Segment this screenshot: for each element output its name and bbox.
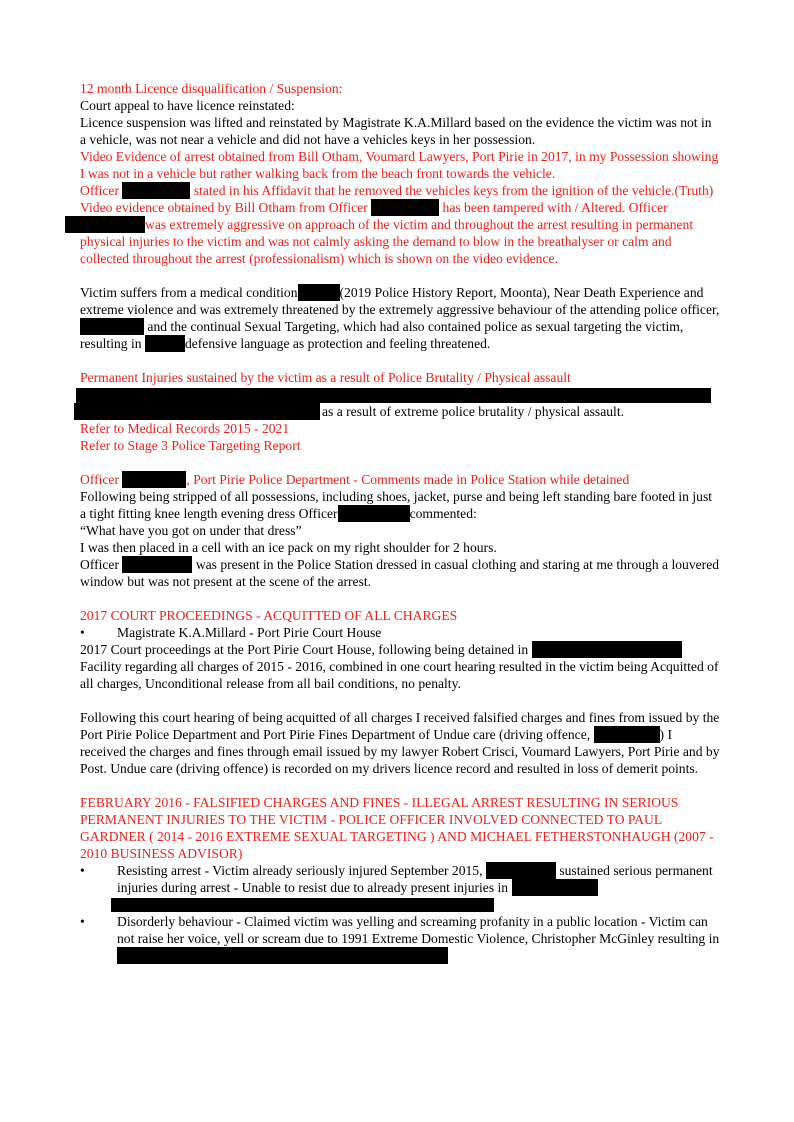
stripped-possessions-paragraph: Following being stripped of all possessions, including shoes, jacket, purse and being left standing bare footed in just a tight fitting knee length evening dress Officer commented: [80,489,713,521]
bullet-glyph: • [80,863,85,878]
licence-heading: 12 month Licence disqualification / Suspension: [80,81,343,96]
magistrate-bullet: • Magistrate K.A.Millard - Port Pirie Court House [80,625,382,640]
redaction-box [486,862,556,879]
redaction-box [532,641,682,658]
officer-comments-heading: Officer , Port Pirie Police Department - Comments made in Police Station while detained [80,472,630,487]
medical-records-reference: Refer to Medical Records 2015 - 2021 [80,421,290,436]
redaction-box [122,556,192,573]
video-evidence-paragraph: Video Evidence of arrest obtained from Bill Otham, Voumard Lawyers, Port Pirie in 2017, in my Possession showing I was not in a vehicle but rather walking back from the beach front towards the vehicle. [80,149,719,181]
disorderly-behaviour-bullet: • Disorderly behaviour - Claimed victim was yelling and screaming profanity in a public location - Victim can not raise her voice, yell or scream due to 1991 Extreme Domestic Violence, Christopher McGinley resulting in [80,913,720,964]
redaction-box [371,199,439,216]
court-appeal-line: Court appeal to have licence reinstated: [80,98,295,113]
redaction-box [122,182,190,199]
resisting-arrest-bullet: • Resisting arrest - Victim already seriously injured September 2015, sustained serious permanent injuries during arrest - Unable to resist due to already present injuries in [80,862,720,913]
redacted-injuries-block [80,386,720,420]
redaction-box [111,898,494,912]
police-brutality-result: as a result of extreme police brutality / physical assault. [322,404,624,419]
officer-present-paragraph: Officer was present in the Police Station dressed in casual clothing and staring at me through a louvered window but was not present at the scene of the arrest. [80,557,720,589]
bullet-glyph: • [80,914,85,929]
bullet-glyph: • [80,625,85,640]
redaction-box [80,318,144,335]
redaction-box [594,726,660,743]
february-2016-heading: FEBRUARY 2016 - FALSIFIED CHARGES AND FINES - ILLEGAL ARREST RESULTING IN SERIOUS PERMANENT INJURIES TO THE VICTIM - POLICE OFFICER INVOLVED CONNECTED TO PAUL GARDNER ( 2014 - 2016 EXTREME SEXUAL TARGETING ) AND MICHAEL FETHERSTONHAUGH (2007 - 2010 BUSINESS ADVISOR) [80,795,714,861]
police-targeting-reference: Refer to Stage 3 Police Targeting Report [80,438,301,453]
redaction-box [74,403,320,420]
court-proceedings-heading: 2017 COURT PROCEEDINGS - ACQUITTED OF ALL CHARGES [80,608,458,623]
officer-quote: “What have you got on under that dress” [80,523,302,538]
falsified-fines-paragraph: Following this court hearing of being acquitted of all charges I received falsified charges and fines from issued by the Port Pirie Police Department and Port Pirie Fines Department of Undue care (driving offence, ) I received the charges and fines through email issued by my lawyer Robert Crisci, Voumard Lawyers, Port Pirie and by Post. Undue care (driving offence) is recorded on my drivers licence record and resulted in loss of demerit points. [80,710,720,776]
officer-affidavit-paragraph: Officer stated in his Affidavit that he removed the vehicles keys from the ignition of the vehicle.(Truth) [80,183,714,198]
redaction-box [76,388,711,403]
licence-reinstated-paragraph: Licence suspension was lifted and reinstated by Magistrate K.A.Millard based on the evidence the victim was not in a vehicle, was not near a vehicle and did not have a vehicles keys in her possession. [80,115,712,147]
cell-ice-pack-line: I was then placed in a cell with an ice pack on my right shoulder for 2 hours. [80,540,497,555]
redaction-box [298,284,340,301]
redaction-box [145,335,185,352]
video-tampered-paragraph: Video evidence obtained by Bill Otham from Officer has been tampered with / Altered. Officer was extremely aggressive on approach of the victim and throughout the arrest resulting in permanent physical injuries to the victim and was not calmly asking the demand to blow in the breathalyser or calm and collected throughout the arrest (professionalism) which is shown on the video evidence. [80,199,720,267]
redaction-box [338,505,410,522]
redaction-box [512,879,598,896]
medical-condition-paragraph: Victim suffers from a medical condition (2019 Police History Report, Moonta), Near Death Experience and extreme violence and was extremely threatened by the extremely aggressive behaviour of the attending police officer, and the continual Sexual Targeting, which had also contained police as sexual targeting the victim, resulting in defensive language as protection and feeling threatened. [80,285,720,351]
redaction-box [65,216,145,233]
document-page [80,80,720,964]
court-proceedings-paragraph: 2017 Court proceedings at the Port Pirie Court House, following being detained in Facility regarding all charges of 2015 - 2016, combined in one court hearing resulted in the victim being Acquitted of all charges, Unconditional release from all bail conditions, no penalty. [80,642,719,691]
permanent-injuries-heading: Permanent Injuries sustained by the victim as a result of Police Brutality / Physical assault [80,370,571,385]
redaction-box [122,471,186,488]
redaction-box [117,947,448,964]
